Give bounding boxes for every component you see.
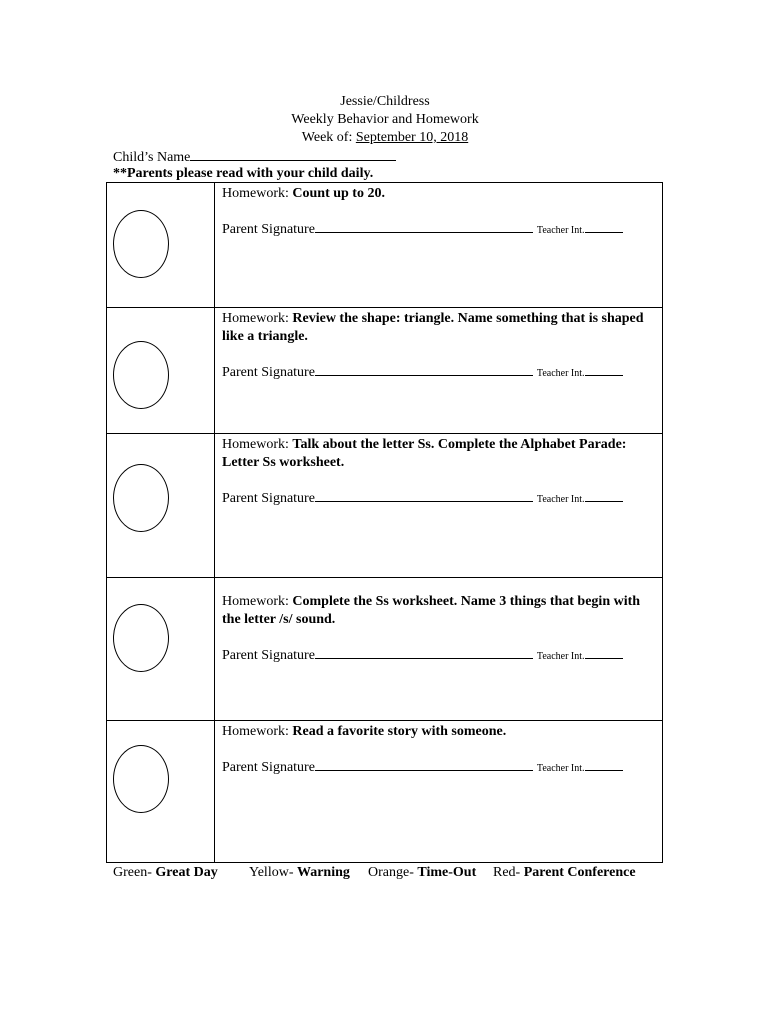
homework-text: Homework: Complete the Ss worksheet. Name 3 things that begin with the letter /s/ sound. [222,594,641,627]
signature-line[interactable]: Parent Signature Teacher Int. [222,489,623,509]
signature-line[interactable]: Parent Signature Teacher Int. [222,220,623,240]
form-title: Weekly Behavior and Homework [291,112,479,127]
week-of [0,129,770,147]
signature-line[interactable]: Parent Signature Teacher Int. [222,646,623,666]
homework-table [106,182,663,863]
behavior-circle[interactable] [113,341,169,409]
week-date: September 10, 2018 [355,130,469,145]
behavior-circle[interactable] [113,210,169,278]
legend-orange: Orange- Time-Out [368,865,477,880]
legend-red: Red- Parent Conference [493,865,636,880]
child-name-line[interactable] [190,147,396,161]
homework-text: Homework: Review the shape: triangle. Name something that is shaped like a triangle. [222,311,644,344]
child-name-field[interactable] [113,147,396,167]
behavior-circle[interactable] [113,604,169,672]
signature-line[interactable]: Parent Signature Teacher Int. [222,363,623,383]
homework-text: Homework: Read a favorite story with someone. [222,724,507,739]
teacher-names: Jessie/Childress [340,94,430,109]
child-name-label: Child’s Name [113,150,191,165]
homework-row-friday [107,721,662,862]
homework-text: Homework: Talk about the letter Ss. Complete the Alphabet Parade: Letter Ss worksheet. [222,437,627,470]
homework-row-thursday [107,578,662,721]
week-label: Week of: [301,130,356,145]
legend-green: Green- Great Day [113,865,218,880]
behavior-circle[interactable] [113,464,169,532]
homework-row-wednesday [107,434,662,578]
homework-row-tuesday [107,308,662,434]
legend-yellow: Yellow- Warning [249,865,350,880]
signature-line[interactable]: Parent Signature Teacher Int. [222,758,623,778]
parents-note: **Parents please read with your child daily. [113,166,374,181]
behavior-circle[interactable] [113,745,169,813]
homework-text: Homework: Count up to 20. [222,186,385,201]
homework-row-monday [107,183,662,308]
